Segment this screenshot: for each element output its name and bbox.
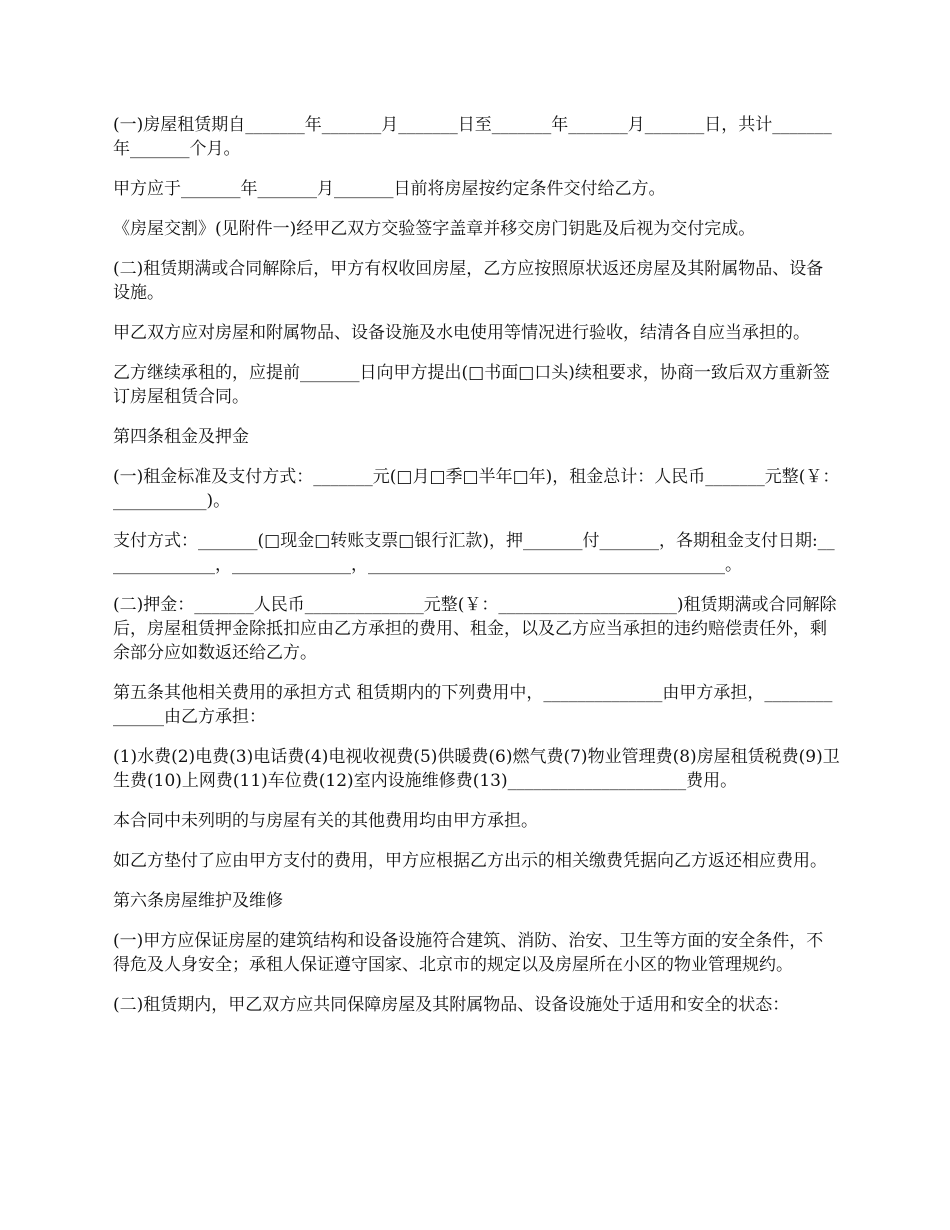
- paragraph-lease-term: (一)房屋租赁期自_______年_______月_______日至_______年_______月_______日，共计_______年_______个月。: [113, 115, 832, 159]
- paragraph-other-fees: 第五条其他相关费用的承担方式 租赁期内的下列费用中，______________由甲方承担，______________由乙方承担：: [113, 683, 833, 727]
- paragraph-payment-method: 支付方式：_______(□现金□转账支票□银行汇款)，押_______付_______，各期租金支付日期:______________，______________，__________________________________________。: [113, 531, 835, 575]
- paragraph-advance-payment: 如乙方垫付了应由甲方支付的费用，甲方应根据乙方出示的相关缴费凭据向乙方返还相应费用。: [113, 851, 827, 871]
- paragraph-rent-standard: (一)租金标准及支付方式：_______元(□月□季□半年□年)，租金总计：人民币_______元整(￥：___________)。: [113, 467, 840, 511]
- section-heading-rent-deposit: 第四条租金及押金: [113, 427, 249, 447]
- paragraph-return-property: (二)租赁期满或合同解除后，甲方有权收回房屋，乙方应按照原状返还房屋及其附属物品、设备设施。: [113, 259, 824, 303]
- paragraph-renewal: 乙方继续承租的，应提前_______日向甲方提出(□书面□口头)续租要求，协商一致后双方重新签订房屋租赁合同。: [113, 363, 830, 407]
- paragraph-unlisted-fees: 本合同中未列明的与房屋有关的其他费用均由甲方承担。: [113, 811, 538, 831]
- paragraph-handover: 《房屋交割》(见附件一)经甲乙双方交验签字盖章并移交房门钥匙及后视为交付完成。: [113, 219, 756, 239]
- paragraph-delivery-date: 甲方应于_______年_______月_______日前将房屋按约定条件交付给乙方。: [113, 179, 666, 199]
- paragraph-safety: (一)甲方应保证房屋的建筑结构和设备设施符合建筑、消防、治安、卫生等方面的安全条件，不得危及人身安全；承租人保证遵守国家、北京市的规定以及房屋所在小区的物业管理规约。: [113, 931, 824, 975]
- paragraph-joint-maintenance: (二)租赁期内，甲乙双方应共同保障房屋及其附属物品、设备设施处于适用和安全的状态：: [113, 995, 790, 1015]
- paragraph-inspection: 甲乙双方应对房屋和附属物品、设备设施及水电使用等情况进行验收，结清各自应当承担的。: [113, 323, 810, 343]
- paragraph-fee-list: (1)水费(2)电费(3)电话费(4)电视收视费(5)供暖费(6)燃气费(7)物业管理费(8)房屋租赁税费(9)卫生费(10)上网费(11)车位费(12)室内设施维修费(13)_____________________费用。: [113, 747, 840, 791]
- section-heading-maintenance: 第六条房屋维护及维修: [113, 891, 283, 911]
- document-page: [113, 113, 840, 1033]
- paragraph-deposit: (二)押金：_______人民币______________元整(￥：_____________________)租赁期满或合同解除后，房屋租赁押金除抵扣应由乙方承担的费用、租金，以及乙方应当承担的违约赔偿责任外，剩余部分应如数返还给乙方。: [113, 595, 837, 663]
